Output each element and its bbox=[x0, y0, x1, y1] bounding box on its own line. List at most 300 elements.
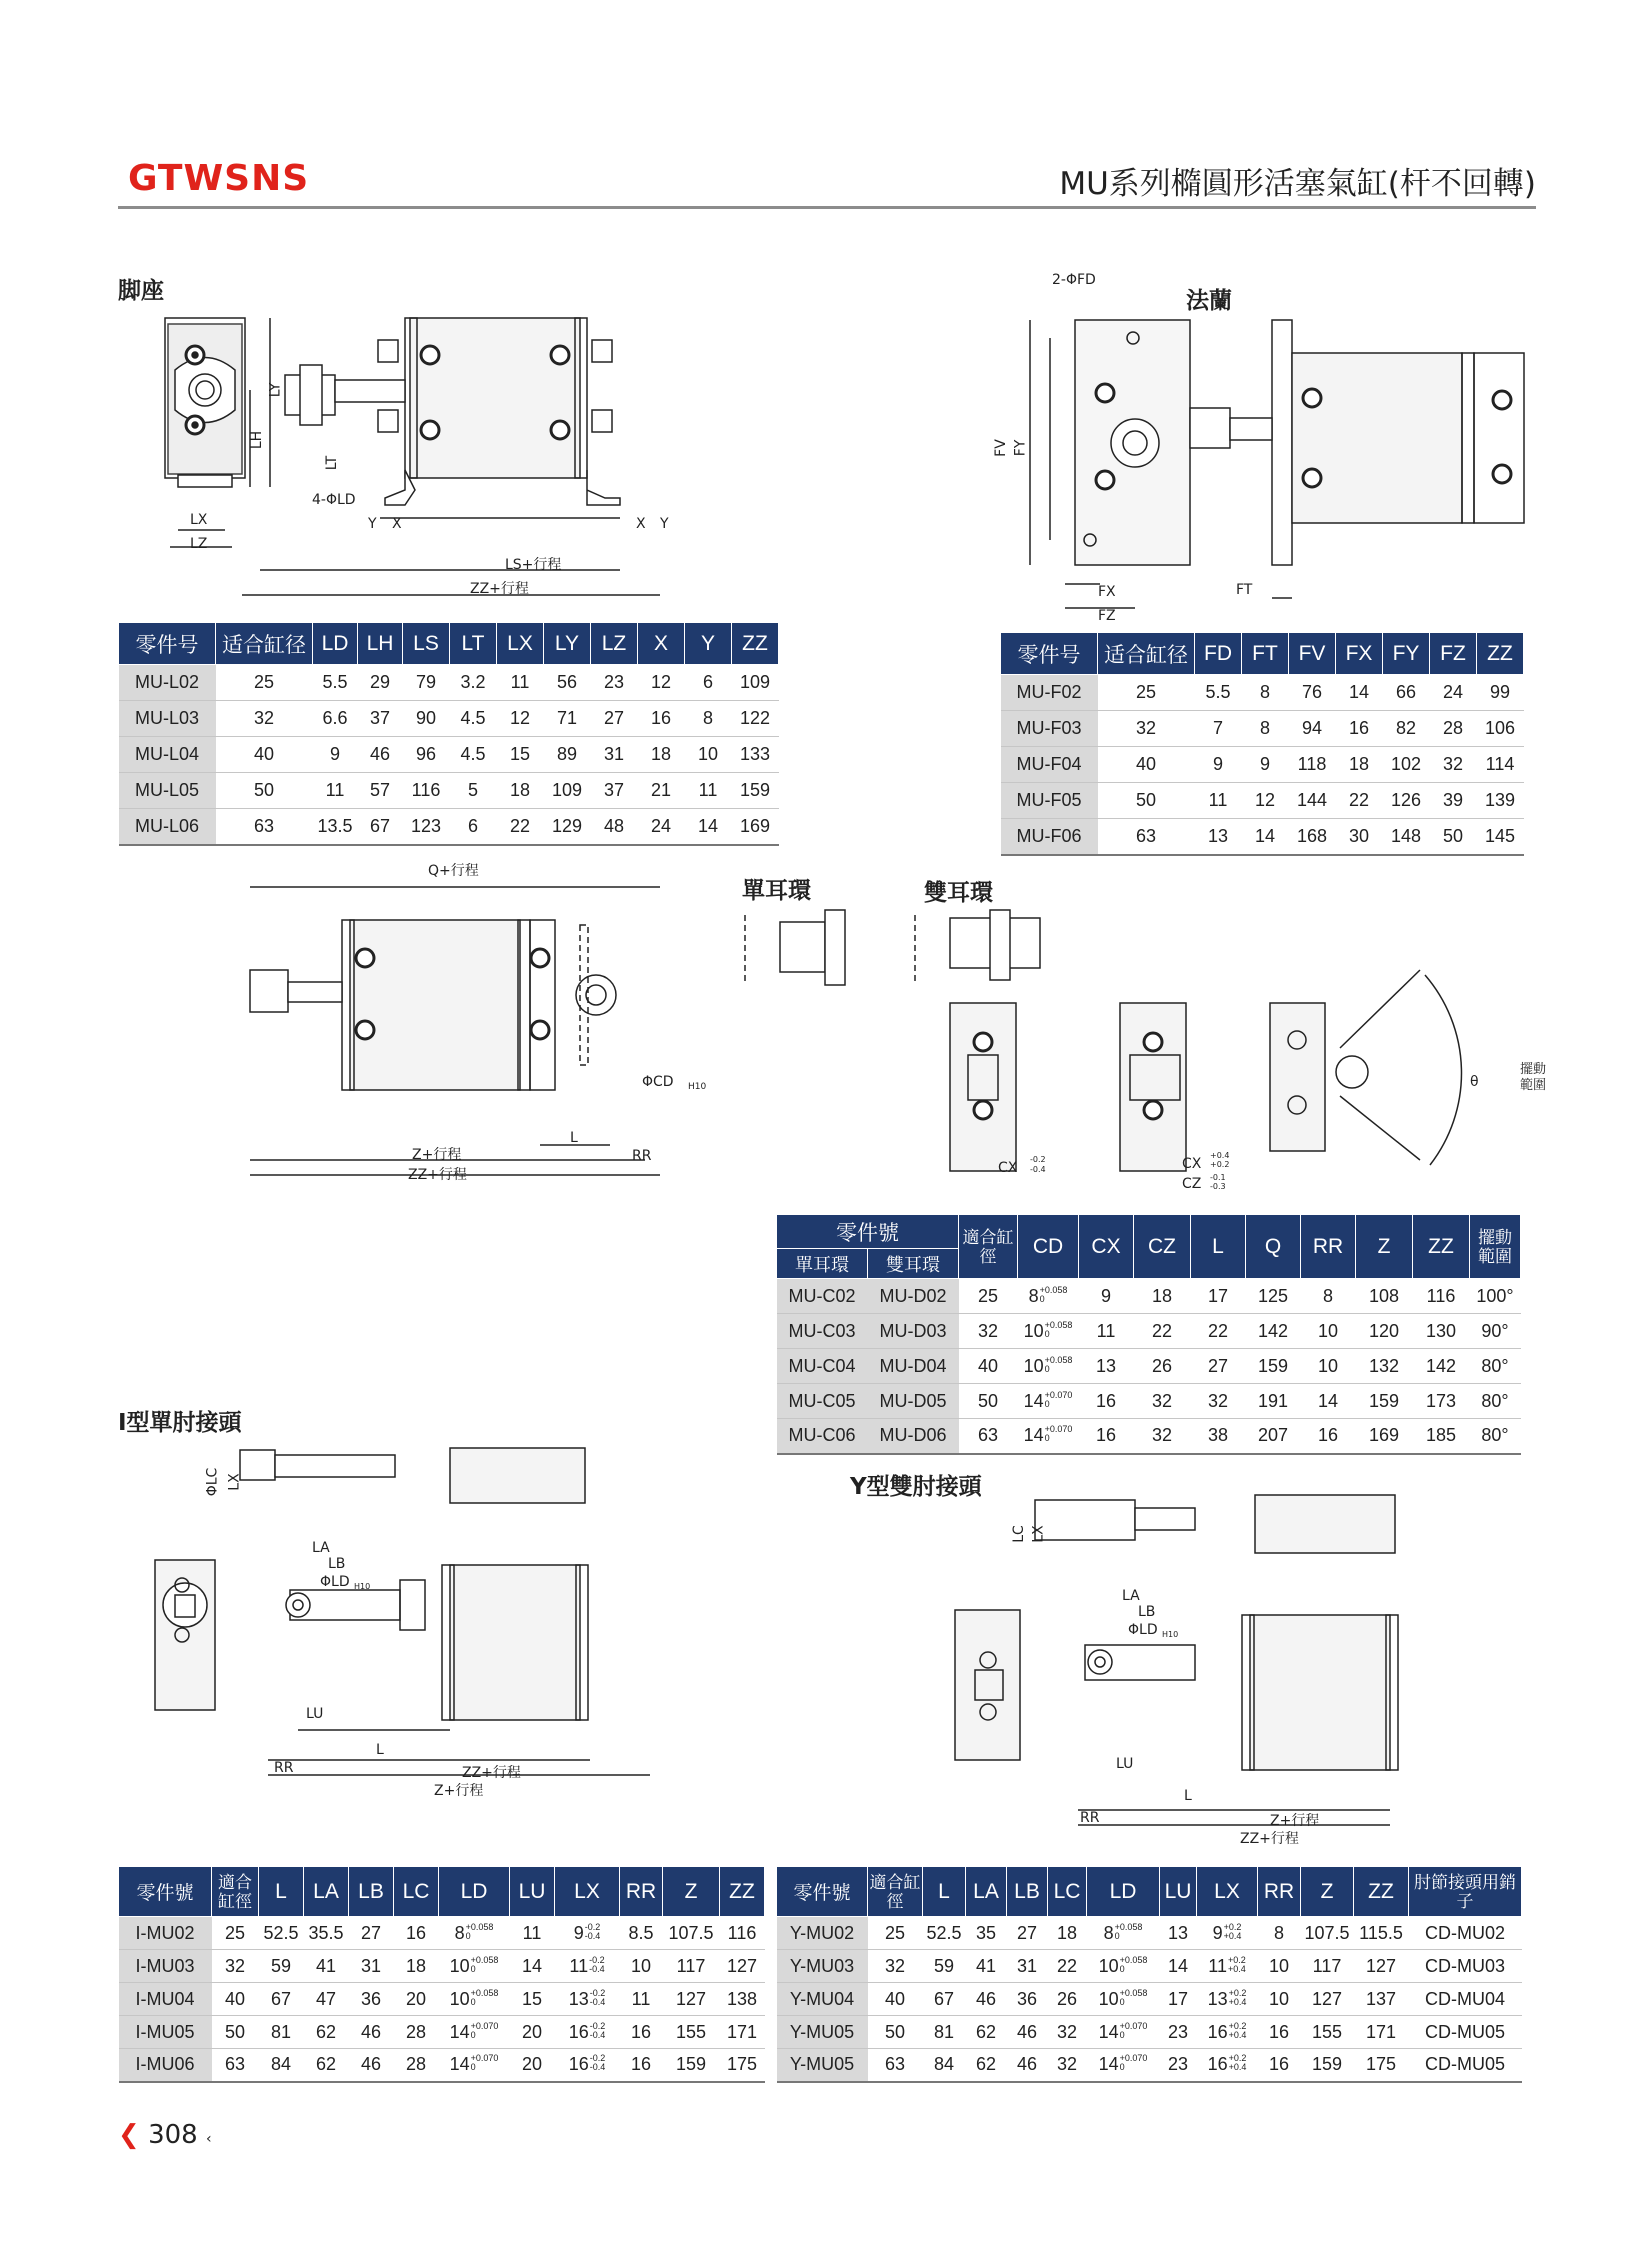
flange-cell: 14 bbox=[1336, 675, 1383, 711]
i-cell-lb: 46 bbox=[349, 2049, 394, 2082]
clevis-cell-cx: 11 bbox=[1079, 1314, 1134, 1349]
i-cell-bore: 50 bbox=[212, 2016, 259, 2049]
foot-cell: 32 bbox=[216, 701, 313, 737]
i-cell-lu: 20 bbox=[510, 2016, 555, 2049]
flange-cell: 102 bbox=[1383, 747, 1430, 783]
y-th-zz: ZZ bbox=[1354, 1867, 1409, 1917]
flange-cell: 118 bbox=[1289, 747, 1336, 783]
i-th-rr: RR bbox=[620, 1867, 663, 1917]
y-cell-lc: 18 bbox=[1048, 1917, 1087, 1950]
flange-cell: 168 bbox=[1289, 819, 1336, 855]
i-label-lu: LU bbox=[306, 1706, 324, 1722]
flange-cell: MU-F04 bbox=[1001, 747, 1098, 783]
flange-cell: 139 bbox=[1477, 783, 1524, 819]
i-cell-rr: 8.5 bbox=[620, 1917, 663, 1950]
y-cell-la: 35 bbox=[966, 1917, 1007, 1950]
foot-cell: 6 bbox=[685, 665, 732, 701]
i-th-lu: LU bbox=[510, 1867, 555, 1917]
clevis-label-q: Q+行程 bbox=[428, 863, 479, 879]
clevis-cell-zz: 142 bbox=[1413, 1349, 1470, 1384]
flange-spec-table bbox=[1000, 632, 1524, 856]
foot-cell: MU-L06 bbox=[119, 809, 216, 845]
y-cell-pin: CD-MU05 bbox=[1409, 2049, 1522, 2082]
y-cell-pin: CD-MU02 bbox=[1409, 1917, 1522, 1950]
foot-table-row bbox=[119, 701, 779, 737]
foot-cell: MU-L03 bbox=[119, 701, 216, 737]
flange-cell: 145 bbox=[1477, 819, 1524, 855]
foot-cell: 15 bbox=[497, 737, 544, 773]
i-cell-lb: 36 bbox=[349, 1983, 394, 2016]
y-label-rr: RR bbox=[1080, 1810, 1100, 1826]
y-cell-pin: CD-MU04 bbox=[1409, 1983, 1522, 2016]
i-cell-lc: 18 bbox=[394, 1950, 439, 1983]
clevis-th-zz: ZZ bbox=[1413, 1215, 1470, 1279]
flange-label-ft: FT bbox=[1236, 582, 1253, 598]
clevis-cell-q: 191 bbox=[1246, 1384, 1301, 1419]
clevis-cell-cd: 14 +0.070 0 bbox=[1018, 1419, 1079, 1454]
y-cell-ld: 8 +0.058 0 bbox=[1087, 1917, 1160, 1950]
flange-cell: 28 bbox=[1430, 711, 1477, 747]
flange-cell: 22 bbox=[1336, 783, 1383, 819]
clevis-table-row bbox=[777, 1419, 1521, 1454]
y-cell-bore: 40 bbox=[868, 1983, 923, 2016]
i-label-zz: ZZ+行程 bbox=[462, 1765, 521, 1781]
i-label-z: Z+行程 bbox=[434, 1783, 484, 1799]
foot-cell: 22 bbox=[497, 809, 544, 845]
foot-th-bore: 适合缸径 bbox=[216, 623, 313, 665]
foot-cell: 40 bbox=[216, 737, 313, 773]
y-cell-zz: 171 bbox=[1354, 2016, 1409, 2049]
flange-table-row bbox=[1001, 819, 1524, 855]
i-cell-lx: 16 -0.2 -0.4 bbox=[555, 2049, 620, 2082]
y-cell-z: 127 bbox=[1301, 1983, 1354, 2016]
foot-table-row bbox=[119, 773, 779, 809]
i-cell-lc: 28 bbox=[394, 2049, 439, 2082]
clevis-cell-swing: 80° bbox=[1470, 1349, 1521, 1384]
clevis-cell-rr: 10 bbox=[1301, 1349, 1356, 1384]
foot-label-ld: 4-ΦLD bbox=[312, 492, 356, 508]
i-table-row bbox=[119, 2016, 765, 2049]
flange-cell: 30 bbox=[1336, 819, 1383, 855]
flange-cell: 7 bbox=[1195, 711, 1242, 747]
foot-table-row bbox=[119, 665, 779, 701]
foot-label-x1: X bbox=[392, 516, 402, 532]
foot-cell: 18 bbox=[638, 737, 685, 773]
section-y-joint: Y型雙肘接頭 bbox=[850, 1474, 982, 1500]
ear-label-cx1-tol-up: -0.2 bbox=[1030, 1155, 1046, 1164]
foot-cell: 12 bbox=[638, 665, 685, 701]
clevis-cell-bore: 32 bbox=[959, 1314, 1018, 1349]
y-cell-ld: 14 +0.070 0 bbox=[1087, 2016, 1160, 2049]
clevis-cell-cd: 8 +0.058 0 bbox=[1018, 1279, 1079, 1314]
clevis-cell-cz: 18 bbox=[1134, 1279, 1191, 1314]
y-cell-lc: 32 bbox=[1048, 2016, 1087, 2049]
foot-cell: 37 bbox=[358, 701, 403, 737]
foot-cell: 16 bbox=[638, 701, 685, 737]
foot-cell: 18 bbox=[497, 773, 544, 809]
foot-th-zz: ZZ bbox=[732, 623, 779, 665]
i-cell-z: 107.5 bbox=[663, 1917, 720, 1950]
foot-cell: 4.5 bbox=[450, 737, 497, 773]
clevis-cell-z: 132 bbox=[1356, 1349, 1413, 1384]
i-cell-lx: 13 -0.2 -0.4 bbox=[555, 1983, 620, 2016]
i-cell-zz: 127 bbox=[720, 1950, 765, 1983]
flange-cell: 25 bbox=[1098, 675, 1195, 711]
y-cell-la: 41 bbox=[966, 1950, 1007, 1983]
y-cell-la: 46 bbox=[966, 1983, 1007, 2016]
clevis-cell-single: MU-C03 bbox=[777, 1314, 868, 1349]
flange-cell: 9 bbox=[1195, 747, 1242, 783]
flange-label-fv: FV bbox=[992, 439, 1009, 457]
foot-cell: 6 bbox=[450, 809, 497, 845]
flange-cell: 114 bbox=[1477, 747, 1524, 783]
foot-cell: 50 bbox=[216, 773, 313, 809]
ear-label-cx2-tol-up: +0.4 bbox=[1210, 1151, 1230, 1160]
i-cell-ld: 14 +0.070 0 bbox=[439, 2016, 510, 2049]
i-cell-lc: 16 bbox=[394, 1917, 439, 1950]
i-cell-la: 47 bbox=[304, 1983, 349, 2016]
y-cell-lx: 13 +0.2 +0.4 bbox=[1197, 1983, 1258, 2016]
clevis-cell-bore: 40 bbox=[959, 1349, 1018, 1384]
foot-cell: 5.5 bbox=[313, 665, 358, 701]
flange-cell: 8 bbox=[1242, 711, 1289, 747]
flange-cell: 13 bbox=[1195, 819, 1242, 855]
flange-cell: MU-F06 bbox=[1001, 819, 1098, 855]
flange-th-fy: FY bbox=[1383, 633, 1430, 675]
clevis-th-cd: CD bbox=[1018, 1215, 1079, 1279]
foot-cell: 27 bbox=[591, 701, 638, 737]
y-cell-lb: 46 bbox=[1007, 2049, 1048, 2082]
clevis-cell-zz: 130 bbox=[1413, 1314, 1470, 1349]
header-rule bbox=[118, 206, 1536, 209]
y-label-ld: ΦLD bbox=[1128, 1622, 1158, 1638]
flange-mount-drawing bbox=[990, 278, 1550, 618]
y-th-la: LA bbox=[966, 1867, 1007, 1917]
clevis-cell-bore: 50 bbox=[959, 1384, 1018, 1419]
foot-cell: 13.5 bbox=[313, 809, 358, 845]
section-single-ear: 單耳環 bbox=[742, 878, 811, 904]
y-cell-lb: 27 bbox=[1007, 1917, 1048, 1950]
i-label-lb: LB bbox=[328, 1556, 346, 1572]
clevis-cell-cd: 10 +0.058 0 bbox=[1018, 1349, 1079, 1384]
section-double-ear: 雙耳環 bbox=[924, 880, 993, 906]
y-joint-spec-table bbox=[776, 1866, 1522, 2083]
y-cell-l: 81 bbox=[923, 2016, 966, 2049]
y-th-l: L bbox=[923, 1867, 966, 1917]
y-cell-rr: 8 bbox=[1258, 1917, 1301, 1950]
flange-cell: 9 bbox=[1242, 747, 1289, 783]
flange-th-zz: ZZ bbox=[1477, 633, 1524, 675]
i-cell-rr: 10 bbox=[620, 1950, 663, 1983]
y-cell-lx: 16 +0.2 +0.4 bbox=[1197, 2016, 1258, 2049]
clevis-cell-rr: 8 bbox=[1301, 1279, 1356, 1314]
section-flange: 法蘭 bbox=[1186, 288, 1232, 314]
foot-cell: 46 bbox=[358, 737, 403, 773]
flange-th-fv: FV bbox=[1289, 633, 1336, 675]
i-th-zz: ZZ bbox=[720, 1867, 765, 1917]
y-label-lc: LC bbox=[1010, 1525, 1027, 1543]
y-cell-bore: 50 bbox=[868, 2016, 923, 2049]
i-th-z: Z bbox=[663, 1867, 720, 1917]
foot-cell: 123 bbox=[403, 809, 450, 845]
clevis-cell-single: MU-C04 bbox=[777, 1349, 868, 1384]
i-th-lc: LC bbox=[394, 1867, 439, 1917]
y-cell-l: 67 bbox=[923, 1983, 966, 2016]
clevis-cell-zz: 185 bbox=[1413, 1419, 1470, 1454]
flange-cell: 32 bbox=[1430, 747, 1477, 783]
foot-cell: 169 bbox=[732, 809, 779, 845]
i-cell-code: I-MU06 bbox=[119, 2049, 212, 2082]
foot-cell: 29 bbox=[358, 665, 403, 701]
foot-label-lz: LZ bbox=[190, 536, 208, 552]
foot-cell: 8 bbox=[685, 701, 732, 737]
i-cell-ld: 14 +0.070 0 bbox=[439, 2049, 510, 2082]
foot-cell: 129 bbox=[544, 809, 591, 845]
page-arrow-left-icon: ❮ bbox=[118, 2120, 140, 2150]
foot-cell: 67 bbox=[358, 809, 403, 845]
y-cell-rr: 16 bbox=[1258, 2049, 1301, 2082]
section-i-joint: I型單肘接頭 bbox=[118, 1410, 242, 1436]
foot-table-row bbox=[119, 737, 779, 773]
clevis-cell-z: 108 bbox=[1356, 1279, 1413, 1314]
clevis-th-single: 單耳環 bbox=[777, 1249, 868, 1279]
y-th-bore: 適合缸徑 bbox=[868, 1867, 923, 1917]
clevis-th-bore: 適合缸徑 bbox=[959, 1215, 1018, 1279]
i-cell-lu: 20 bbox=[510, 2049, 555, 2082]
flange-cell: 8 bbox=[1242, 675, 1289, 711]
flange-th-fz: FZ bbox=[1430, 633, 1477, 675]
clevis-th-z: Z bbox=[1356, 1215, 1413, 1279]
foot-cell: MU-L05 bbox=[119, 773, 216, 809]
y-table-row bbox=[777, 2049, 1522, 2082]
y-cell-lb: 31 bbox=[1007, 1950, 1048, 1983]
foot-cell: 71 bbox=[544, 701, 591, 737]
i-th-l: L bbox=[259, 1867, 304, 1917]
flange-th-ft: FT bbox=[1242, 633, 1289, 675]
i-cell-l: 59 bbox=[259, 1950, 304, 1983]
clevis-cell-l: 22 bbox=[1191, 1314, 1246, 1349]
clevis-cell-cx: 9 bbox=[1079, 1279, 1134, 1314]
y-cell-lu: 23 bbox=[1160, 2016, 1197, 2049]
y-th-lc: LC bbox=[1048, 1867, 1087, 1917]
y-label-zz: ZZ+行程 bbox=[1240, 1831, 1299, 1847]
clevis-cell-double: MU-D04 bbox=[868, 1349, 959, 1384]
ear-label-cz: CZ bbox=[1182, 1176, 1202, 1192]
foot-label-lh: LH bbox=[249, 430, 266, 450]
foot-label-lx: LX bbox=[190, 512, 208, 528]
y-table-row bbox=[777, 1983, 1522, 2016]
ear-label-cx2-tol-lo: +0.2 bbox=[1210, 1160, 1230, 1169]
foot-cell: 24 bbox=[638, 809, 685, 845]
flange-label-fz: FZ bbox=[1098, 608, 1116, 624]
i-label-ld-fit: H10 bbox=[354, 1582, 371, 1591]
foot-label-ls: LS+行程 bbox=[505, 557, 562, 573]
i-table-row bbox=[119, 1917, 765, 1950]
foot-cell: 11 bbox=[685, 773, 732, 809]
flange-cell: 12 bbox=[1242, 783, 1289, 819]
clevis-label-zz: ZZ+行程 bbox=[408, 1167, 467, 1183]
clevis-th-group: 零件號 bbox=[777, 1215, 959, 1249]
y-label-l: L bbox=[1184, 1788, 1192, 1804]
i-cell-lc: 28 bbox=[394, 2016, 439, 2049]
clevis-cell-zz: 116 bbox=[1413, 1279, 1470, 1314]
y-th-rr: RR bbox=[1258, 1867, 1301, 1917]
i-cell-code: I-MU03 bbox=[119, 1950, 212, 1983]
clevis-th-rr: RR bbox=[1301, 1215, 1356, 1279]
i-cell-la: 62 bbox=[304, 2016, 349, 2049]
i-label-l: L bbox=[376, 1742, 384, 1758]
y-cell-lu: 14 bbox=[1160, 1950, 1197, 1983]
flange-cell: 82 bbox=[1383, 711, 1430, 747]
y-label-ld-fit: H10 bbox=[1162, 1630, 1179, 1639]
i-cell-ld: 10 +0.058 0 bbox=[439, 1983, 510, 2016]
y-cell-bore: 25 bbox=[868, 1917, 923, 1950]
flange-cell: MU-F05 bbox=[1001, 783, 1098, 819]
clevis-th-cx: CX bbox=[1079, 1215, 1134, 1279]
foot-cell: 122 bbox=[732, 701, 779, 737]
y-cell-z: 159 bbox=[1301, 2049, 1354, 2082]
flange-cell: 39 bbox=[1430, 783, 1477, 819]
i-label-rr: RR bbox=[274, 1760, 294, 1776]
y-cell-l: 84 bbox=[923, 2049, 966, 2082]
i-label-lc: ΦLC bbox=[204, 1467, 221, 1497]
i-cell-l: 81 bbox=[259, 2016, 304, 2049]
clevis-cell-cz: 32 bbox=[1134, 1419, 1191, 1454]
y-th-z: Z bbox=[1301, 1867, 1354, 1917]
y-cell-lc: 32 bbox=[1048, 2049, 1087, 2082]
foot-th-code: 零件号 bbox=[119, 623, 216, 665]
clevis-cell-q: 125 bbox=[1246, 1279, 1301, 1314]
i-cell-lx: 16 -0.2 -0.4 bbox=[555, 2016, 620, 2049]
i-cell-ld: 10 +0.058 0 bbox=[439, 1950, 510, 1983]
clevis-cell-cz: 22 bbox=[1134, 1314, 1191, 1349]
ear-label-swing: 擺動範圍 bbox=[1520, 1062, 1547, 1093]
foot-cell: 14 bbox=[685, 809, 732, 845]
i-cell-l: 67 bbox=[259, 1983, 304, 2016]
ear-label-cx1-tol-lo: -0.4 bbox=[1030, 1165, 1046, 1174]
clevis-cell-cx: 16 bbox=[1079, 1419, 1134, 1454]
foot-cell: 11 bbox=[313, 773, 358, 809]
flange-th-fx: FX bbox=[1336, 633, 1383, 675]
flange-label-fd: 2-ΦFD bbox=[1052, 272, 1096, 288]
ear-detail-drawing bbox=[740, 900, 1560, 1200]
y-th-ld: LD bbox=[1087, 1867, 1160, 1917]
foot-cell: 63 bbox=[216, 809, 313, 845]
y-cell-code: Y-MU02 bbox=[777, 1917, 868, 1950]
y-cell-lb: 36 bbox=[1007, 1983, 1048, 2016]
foot-th-ly: LY bbox=[544, 623, 591, 665]
flange-label-fy: FY bbox=[1012, 439, 1029, 457]
clevis-cell-z: 169 bbox=[1356, 1419, 1413, 1454]
i-cell-ld: 8 +0.058 0 bbox=[439, 1917, 510, 1950]
clevis-cell-single: MU-C02 bbox=[777, 1279, 868, 1314]
i-th-la: LA bbox=[304, 1867, 349, 1917]
i-cell-bore: 25 bbox=[212, 1917, 259, 1950]
i-cell-bore: 63 bbox=[212, 2049, 259, 2082]
y-cell-bore: 63 bbox=[868, 2049, 923, 2082]
i-cell-rr: 16 bbox=[620, 2016, 663, 2049]
clevis-cell-single: MU-C06 bbox=[777, 1419, 868, 1454]
clevis-table-row bbox=[777, 1279, 1521, 1314]
y-cell-code: Y-MU03 bbox=[777, 1950, 868, 1983]
clevis-th-l: L bbox=[1191, 1215, 1246, 1279]
y-table-row bbox=[777, 1917, 1522, 1950]
foot-label-lt: LT bbox=[324, 455, 341, 471]
y-cell-rr: 10 bbox=[1258, 1950, 1301, 1983]
page-number-text: 308 bbox=[148, 2120, 198, 2150]
foot-cell: 48 bbox=[591, 809, 638, 845]
y-cell-pin: CD-MU05 bbox=[1409, 2016, 1522, 2049]
brand-logo: GTWSNS bbox=[128, 158, 310, 199]
y-cell-lb: 46 bbox=[1007, 2016, 1048, 2049]
i-cell-code: I-MU02 bbox=[119, 1917, 212, 1950]
clevis-cell-swing: 80° bbox=[1470, 1384, 1521, 1419]
foot-cell: MU-L02 bbox=[119, 665, 216, 701]
clevis-th-swing: 擺動範圍 bbox=[1470, 1215, 1521, 1279]
i-cell-rr: 16 bbox=[620, 2049, 663, 2082]
ear-label-cz-tol-lo: -0.3 bbox=[1210, 1182, 1226, 1191]
flange-cell: 148 bbox=[1383, 819, 1430, 855]
page-title: MU系列橢圓形活塞氣缸(杆不回轉) bbox=[1059, 166, 1536, 202]
flange-cell: 50 bbox=[1430, 819, 1477, 855]
y-cell-rr: 16 bbox=[1258, 2016, 1301, 2049]
flange-cell: MU-F03 bbox=[1001, 711, 1098, 747]
clevis-cell-q: 207 bbox=[1246, 1419, 1301, 1454]
i-cell-z: 127 bbox=[663, 1983, 720, 2016]
clevis-cell-rr: 14 bbox=[1301, 1384, 1356, 1419]
clevis-cell-cz: 26 bbox=[1134, 1349, 1191, 1384]
y-cell-lu: 17 bbox=[1160, 1983, 1197, 2016]
i-cell-code: I-MU04 bbox=[119, 1983, 212, 2016]
foot-spec-table bbox=[118, 622, 779, 846]
i-table-row bbox=[119, 1950, 765, 1983]
foot-th-lh: LH bbox=[358, 623, 403, 665]
clevis-cell-double: MU-D03 bbox=[868, 1314, 959, 1349]
i-label-ld: ΦLD bbox=[320, 1574, 350, 1590]
y-cell-code: Y-MU04 bbox=[777, 1983, 868, 2016]
i-cell-l: 52.5 bbox=[259, 1917, 304, 1950]
clevis-cell-z: 159 bbox=[1356, 1384, 1413, 1419]
clevis-th-double: 雙耳環 bbox=[868, 1249, 959, 1279]
i-cell-l: 84 bbox=[259, 2049, 304, 2082]
i-cell-zz: 138 bbox=[720, 1983, 765, 2016]
clevis-cell-double: MU-D02 bbox=[868, 1279, 959, 1314]
clevis-cell-zz: 173 bbox=[1413, 1384, 1470, 1419]
i-cell-lu: 15 bbox=[510, 1983, 555, 2016]
i-cell-z: 155 bbox=[663, 2016, 720, 2049]
y-table-row bbox=[777, 2016, 1522, 2049]
foot-label-ly: LY bbox=[267, 382, 284, 398]
i-th-bore: 適合缸徑 bbox=[212, 1867, 259, 1917]
y-th-lx: LX bbox=[1197, 1867, 1258, 1917]
y-cell-lx: 11 +0.2 +0.4 bbox=[1197, 1950, 1258, 1983]
flange-table-row bbox=[1001, 711, 1524, 747]
foot-cell: 10 bbox=[685, 737, 732, 773]
foot-cell: 79 bbox=[403, 665, 450, 701]
clevis-th-cz: CZ bbox=[1134, 1215, 1191, 1279]
y-cell-lc: 22 bbox=[1048, 1950, 1087, 1983]
foot-cell: 12 bbox=[497, 701, 544, 737]
y-cell-la: 62 bbox=[966, 2016, 1007, 2049]
y-cell-zz: 115.5 bbox=[1354, 1917, 1409, 1950]
foot-cell: 116 bbox=[403, 773, 450, 809]
y-cell-ld: 10 +0.058 0 bbox=[1087, 1950, 1160, 1983]
i-cell-lb: 46 bbox=[349, 2016, 394, 2049]
y-joint-drawing bbox=[950, 1490, 1470, 1850]
clevis-table-row bbox=[777, 1384, 1521, 1419]
foot-cell: 5 bbox=[450, 773, 497, 809]
i-cell-z: 159 bbox=[663, 2049, 720, 2082]
